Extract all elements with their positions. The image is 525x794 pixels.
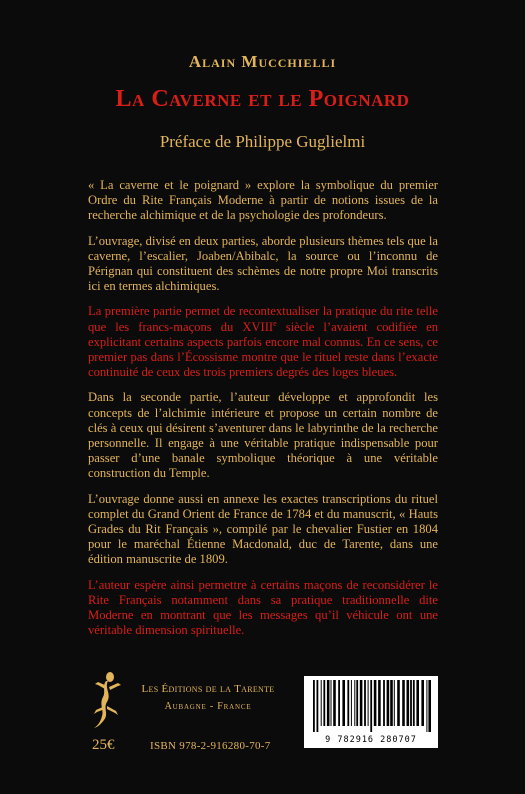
barcode-bar — [416, 680, 419, 726]
barcode-bar — [364, 680, 366, 726]
publisher-name: Les Éditions de la Tarente — [141, 683, 275, 695]
isbn-text: ISBN 978-2-916280-70-7 — [150, 740, 271, 752]
barcode-bar — [354, 680, 355, 726]
barcode-bar — [421, 680, 424, 726]
barcode-bar — [378, 680, 381, 726]
publisher-location: Aubagne - France — [164, 701, 252, 712]
paragraph-3 — [88, 304, 438, 380]
book-title: La Caverne et le Poignard — [115, 86, 410, 112]
paragraph-3-start: La première partie permet de recontextualiser la pratique du rite telle que les francs-maçons du XVIII — [88, 304, 438, 334]
paragraph-6: L’auteur espère ainsi permettre à certains maçons de reconsidérer le Rite Français notamment dans sa pratique traditionnelle dite Moderne en montrant que les messages qu’il véhicule ont une véritable dimension spirituelle. — [88, 577, 438, 638]
barcode-bar — [374, 680, 377, 726]
barcode — [304, 676, 438, 748]
back-cover-text — [88, 178, 438, 648]
paragraph-4: Dans la seconde partie, l’auteur développe et approfondit les concepts de l’alchimie intérieure et propose un certain nombre de clés à ceux qui désirent s’aventurer dans le labyrinthe de la recherche personnelle. Il engage à une véritable pratique indispensable pour passer d’une banale symbolique théorique à une véritable construction du Temple. — [88, 390, 438, 481]
lizard-icon — [90, 670, 124, 730]
barcode-bar — [394, 680, 395, 726]
barcode-bar — [331, 680, 332, 726]
barcode-bar — [428, 680, 431, 732]
barcode-bar — [397, 680, 400, 726]
barcode-bar — [390, 680, 393, 726]
paragraph-3-end: siècle l’avaient codifiée en explicitant certains aspects parfois encore mal connus. En ce sens, ce premier pas dans l’Écossisme montre que le rituel reste dans l’exacte continuité de ceux des trois premiers degrés des loges bleues. — [88, 319, 438, 380]
barcode-bar — [402, 680, 405, 726]
barcode-bar — [356, 680, 358, 726]
paragraph-1: « La caverne et le poignard » explore la symbolique du premier Ordre du Rite Français Moderne à partir de notions issues de la recherche alchimique et de la psychologie des profondeurs. — [88, 178, 438, 223]
barcode-bar — [347, 680, 349, 726]
barcode-bar — [368, 680, 369, 726]
barcode-bar — [351, 680, 352, 726]
barcode-bars — [311, 680, 431, 732]
preface-line: Préface de Philippe Guglielmi — [159, 132, 366, 151]
publisher-block — [128, 683, 288, 712]
barcode-bar — [410, 680, 412, 726]
barcode-number: 9 782916 280707 — [325, 735, 417, 745]
barcode-bar — [317, 680, 319, 732]
barcode-bar — [342, 680, 345, 726]
barcode-bar — [383, 680, 385, 726]
barcode-bar — [407, 680, 410, 726]
century-superscript: e — [273, 318, 277, 328]
barcode-bar — [413, 680, 415, 726]
paragraph-5: L’ouvrage donne aussi en annexe les exactes transcriptions du rituel complet du Grand Orient de France de 1784 et du manuscrit, « Hauts Grades du Rit Français », compilé par le chevalier Fustier en 1804 pour le maréchal Étienne Macdonald, duc de Tarente, dans une édition manuscrite de 1809. — [88, 491, 438, 567]
barcode-bar — [333, 680, 336, 726]
barcode-bar — [327, 680, 330, 726]
barcode-bar — [321, 680, 322, 726]
barcode-bar — [360, 680, 363, 726]
barcode-bar — [426, 680, 427, 732]
barcode-bar — [323, 680, 325, 726]
barcode-bar — [338, 680, 340, 726]
author-name: Alain Mucchielli — [188, 52, 337, 71]
paragraph-2: L’ouvrage, divisé en deux parties, aborde plusieurs thèmes tels que la caverne, l’escalier, Joaben/Abibalc, la source ou l’inconnu de Pérignan qui constituent des schèmes de notre propre Moi transcrits ici en termes alchimiques. — [88, 233, 438, 294]
barcode-bar — [313, 680, 315, 732]
barcode-bar — [370, 680, 372, 732]
barcode-bar — [387, 680, 390, 726]
price: 25€ — [92, 737, 115, 753]
